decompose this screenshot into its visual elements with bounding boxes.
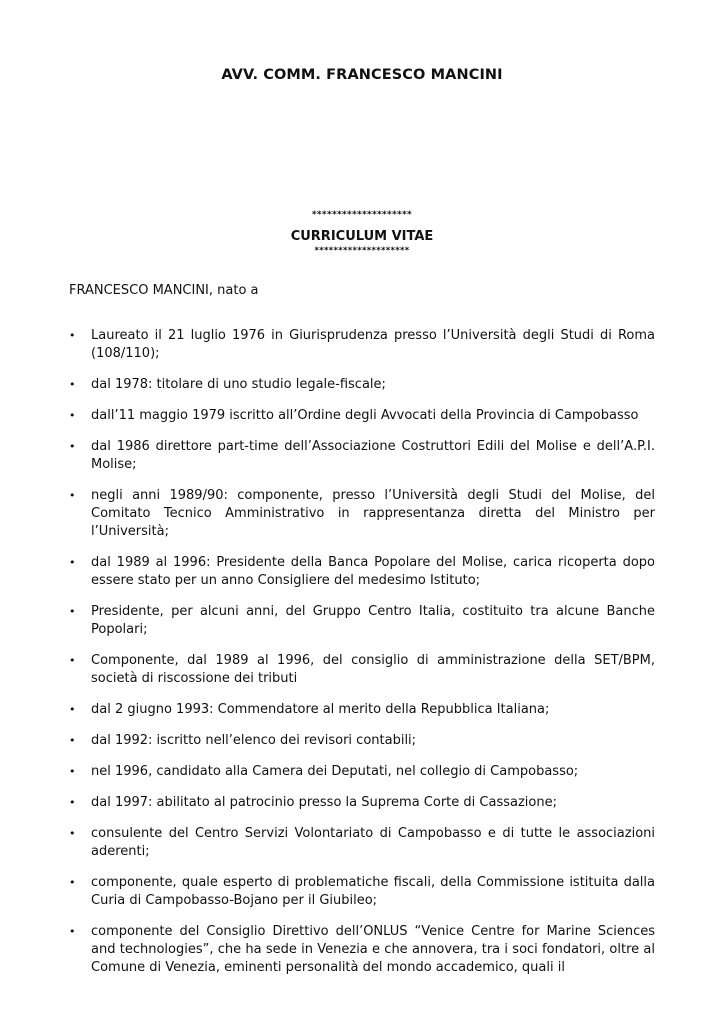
page-title: AVV. COMM. FRANCESCO MANCINI: [221, 67, 503, 83]
bullet-icon: •: [69, 925, 76, 938]
list-item-text: Componente, dal 1989 al 1996, del consiglio di amministrazione della SET/BPM, società di riscossione dei tributi: [91, 653, 655, 686]
list-item: [69, 825, 655, 861]
list-item: [69, 376, 655, 394]
bullet-icon: •: [69, 654, 76, 667]
list-item-text: consulente del Centro Servizi Volontariato di Campobasso e di tutte le associazioni aderenti;: [91, 826, 655, 859]
list-item-text: componente del Consiglio Direttivo dell’ONLUS “Venice Centre for Marine Sciences and technologies”, che ha sede in Venezia e che annovera, tra i soci fondatori, oltre al Comune di Venezia, eminenti personalità del mondo accademico, quali il: [91, 924, 655, 975]
cv-item-list: [69, 327, 655, 990]
list-item-text: dal 1997: abilitato al patrocinio presso la Suprema Corte di Cassazione;: [91, 795, 557, 810]
list-item: [69, 407, 655, 425]
bullet-icon: •: [69, 489, 76, 502]
list-item-text: negli anni 1989/90: componente, presso l’Università degli Studi del Molise, del Comitato Tecnico Amministrativo in rappresentanza diretta del Ministro per l’Università;: [91, 488, 655, 539]
list-item-text: dal 1978: titolare di uno studio legale-fiscale;: [91, 377, 386, 392]
bullet-icon: •: [69, 876, 76, 889]
stars-divider-top: ********************: [311, 210, 413, 220]
bullet-icon: •: [69, 796, 76, 809]
bullet-icon: •: [69, 440, 76, 453]
bullet-icon: •: [69, 409, 76, 422]
bullet-icon: •: [69, 556, 76, 569]
list-item-text: dal 1989 al 1996: Presidente della Banca Popolare del Molise, carica ricoperta dopo essere stato per un anno Consigliere del medesimo Istituto;: [91, 555, 655, 588]
bullet-icon: •: [69, 734, 76, 747]
list-item: [69, 923, 655, 977]
bullet-icon: •: [69, 329, 76, 342]
list-item: [69, 701, 655, 719]
list-item: [69, 487, 655, 541]
list-item: [69, 554, 655, 590]
list-item: [69, 874, 655, 910]
list-item-text: dal 2 giugno 1993: Commendatore al merito della Repubblica Italiana;: [91, 702, 550, 717]
intro-line: FRANCESCO MANCINI, nato a: [69, 283, 259, 298]
list-item: [69, 438, 655, 474]
bullet-icon: •: [69, 378, 76, 391]
bullet-icon: •: [69, 703, 76, 716]
list-item-text: componente, quale esperto di problematiche fiscali, della Commissione istituita dalla Curia di Campobasso-Bojano per il Giubileo;: [91, 875, 655, 908]
bullet-icon: •: [69, 605, 76, 618]
list-item: [69, 763, 655, 781]
bullet-icon: •: [69, 765, 76, 778]
list-item: [69, 794, 655, 812]
list-item-text: dal 1992: iscritto nell’elenco dei revisori contabili;: [91, 733, 417, 748]
list-item: [69, 603, 655, 639]
list-item: [69, 732, 655, 750]
list-item: [69, 327, 655, 363]
list-item-text: dal 1986 direttore part-time dell’Associazione Costruttori Edili del Molise e dell’A.P.I. Molise;: [91, 439, 655, 472]
list-item-text: dall’11 maggio 1979 iscritto all’Ordine degli Avvocati della Provincia di Campobasso: [91, 408, 639, 423]
list-item-text: Laureato il 21 luglio 1976 in Giurisprudenza presso l’Università degli Studi di Roma (108/110);: [91, 328, 655, 361]
bullet-icon: •: [69, 827, 76, 840]
list-item-text: Presidente, per alcuni anni, del Gruppo Centro Italia, costituito tra alcune Banche Popolari;: [91, 604, 655, 637]
list-item: [69, 652, 655, 688]
stars-divider-bottom: ********************: [314, 246, 410, 256]
cv-heading: CURRICULUM VITAE: [290, 229, 434, 244]
list-item-text: nel 1996, candidato alla Camera dei Deputati, nel collegio di Campobasso;: [91, 764, 579, 779]
